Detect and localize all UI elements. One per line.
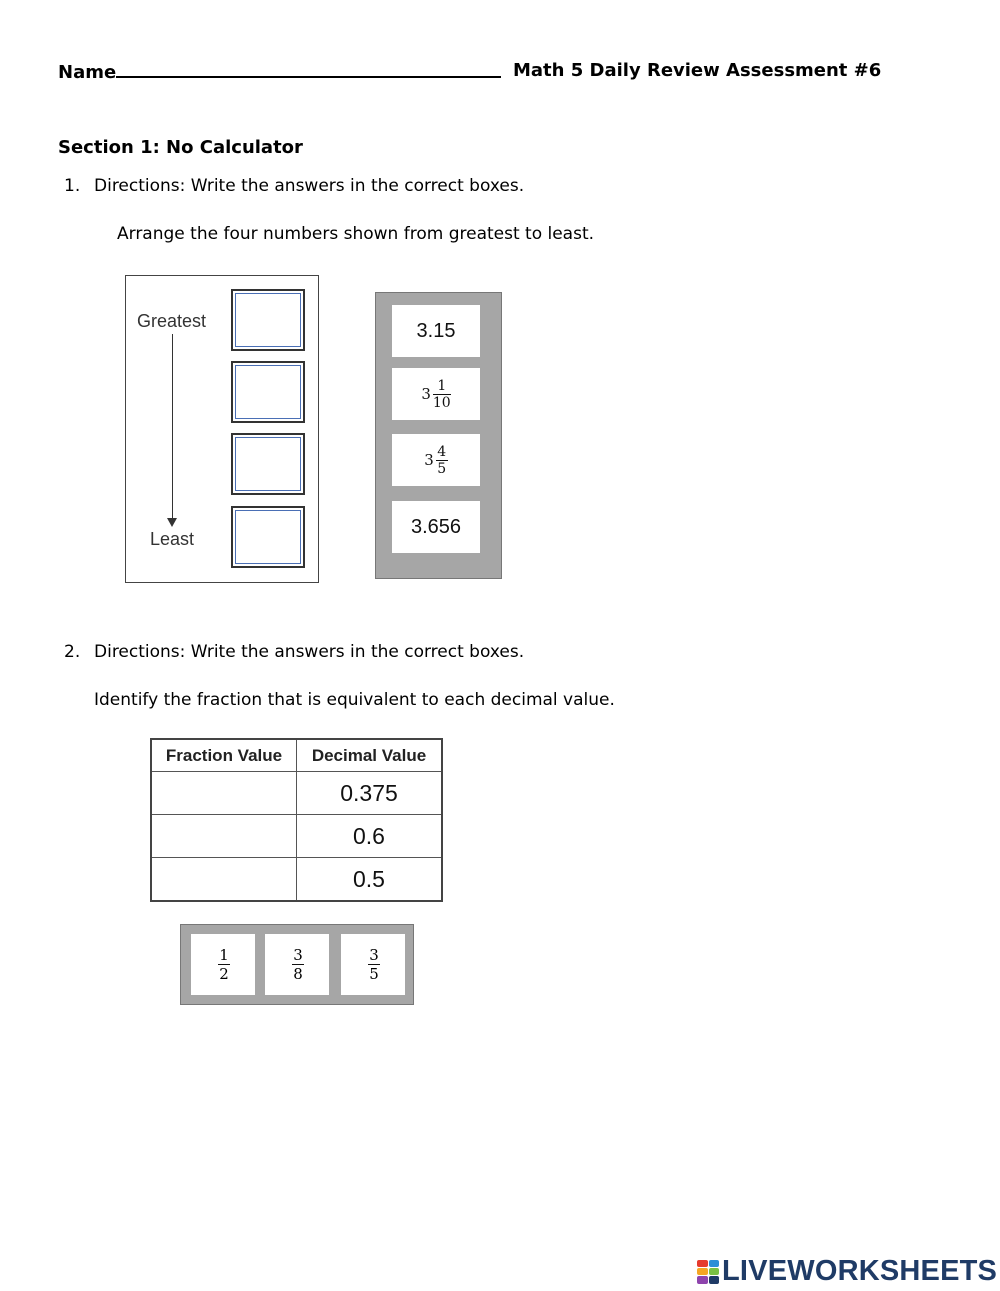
order-answer-box-3[interactable] <box>231 433 305 495</box>
q1-prompt: Arrange the four numbers shown from greatest to least. <box>117 224 595 244</box>
numerator: 3 <box>369 946 379 964</box>
numerator: 3 <box>293 946 303 964</box>
name-blank-line[interactable] <box>116 60 501 78</box>
fraction <box>368 946 380 983</box>
table-row <box>151 815 442 858</box>
liveworksheets-logo[interactable] <box>697 1255 997 1288</box>
order-answer-box-4[interactable] <box>231 506 305 568</box>
column-header-decimal: Decimal Value <box>297 739 443 772</box>
denominator: 5 <box>437 460 447 477</box>
logo-text: LIVEWORKSHEETS <box>722 1255 998 1287</box>
whole-part: 3 <box>421 385 431 403</box>
q2-directions: Directions: Write the answers in the correct boxes. <box>94 642 525 662</box>
fraction-decimal-table <box>150 738 443 902</box>
whole-part: 3 <box>424 451 434 469</box>
q2-prompt: Identify the fraction that is equivalent to each decimal value. <box>94 690 615 710</box>
name-label: Name <box>58 62 117 83</box>
table-row <box>151 858 442 902</box>
decimal-value-cell: 0.5 <box>297 858 443 902</box>
fraction <box>433 378 451 411</box>
table-row <box>151 772 442 815</box>
numerator: 1 <box>219 946 229 964</box>
order-answer-box-2[interactable] <box>231 361 305 423</box>
greatest-to-least-arrow <box>172 334 173 522</box>
mixed-number <box>421 378 450 411</box>
fraction-tile-bank <box>180 924 414 1005</box>
mixed-number <box>424 444 448 477</box>
q1-number: 1. <box>64 176 81 196</box>
q1-directions: Directions: Write the answers in the correct boxes. <box>94 176 525 196</box>
liveworksheets-logo-icon <box>697 1260 719 1284</box>
denominator: 8 <box>293 965 303 983</box>
numerator: 4 <box>437 443 447 460</box>
number-tile[interactable] <box>392 501 480 553</box>
number-tile-bank <box>375 292 502 579</box>
fraction-answer-cell[interactable] <box>151 772 297 815</box>
number-tile[interactable] <box>392 434 480 486</box>
number-tile[interactable] <box>392 305 480 357</box>
name-field <box>58 60 501 83</box>
section-title: Section 1: No Calculator <box>58 137 303 158</box>
denominator: 10 <box>432 394 451 411</box>
page-title: Math 5 Daily Review Assessment #6 <box>513 60 882 81</box>
tile-decimal-text: 3.656 <box>410 515 462 538</box>
fraction <box>218 946 230 983</box>
fraction <box>436 444 448 477</box>
fraction-tile[interactable] <box>341 934 405 995</box>
fraction-tile[interactable] <box>265 934 329 995</box>
fraction-answer-cell[interactable] <box>151 858 297 902</box>
fraction <box>292 946 304 983</box>
denominator: 5 <box>369 965 379 983</box>
arrow-down-icon <box>167 518 177 527</box>
decimal-value-cell: 0.375 <box>297 772 443 815</box>
column-header-fraction: Fraction Value <box>151 739 297 772</box>
least-label: Least <box>150 529 195 549</box>
q2-number: 2. <box>64 642 81 662</box>
decimal-value-cell: 0.6 <box>297 815 443 858</box>
fraction-answer-cell[interactable] <box>151 815 297 858</box>
denominator: 2 <box>219 965 229 983</box>
tile-decimal-text: 3.15 <box>416 319 456 342</box>
numerator: 1 <box>437 377 447 394</box>
order-answer-box-1[interactable] <box>231 289 305 351</box>
greatest-label: Greatest <box>137 311 207 331</box>
fraction-tile[interactable] <box>191 934 255 995</box>
number-tile[interactable] <box>392 368 480 420</box>
